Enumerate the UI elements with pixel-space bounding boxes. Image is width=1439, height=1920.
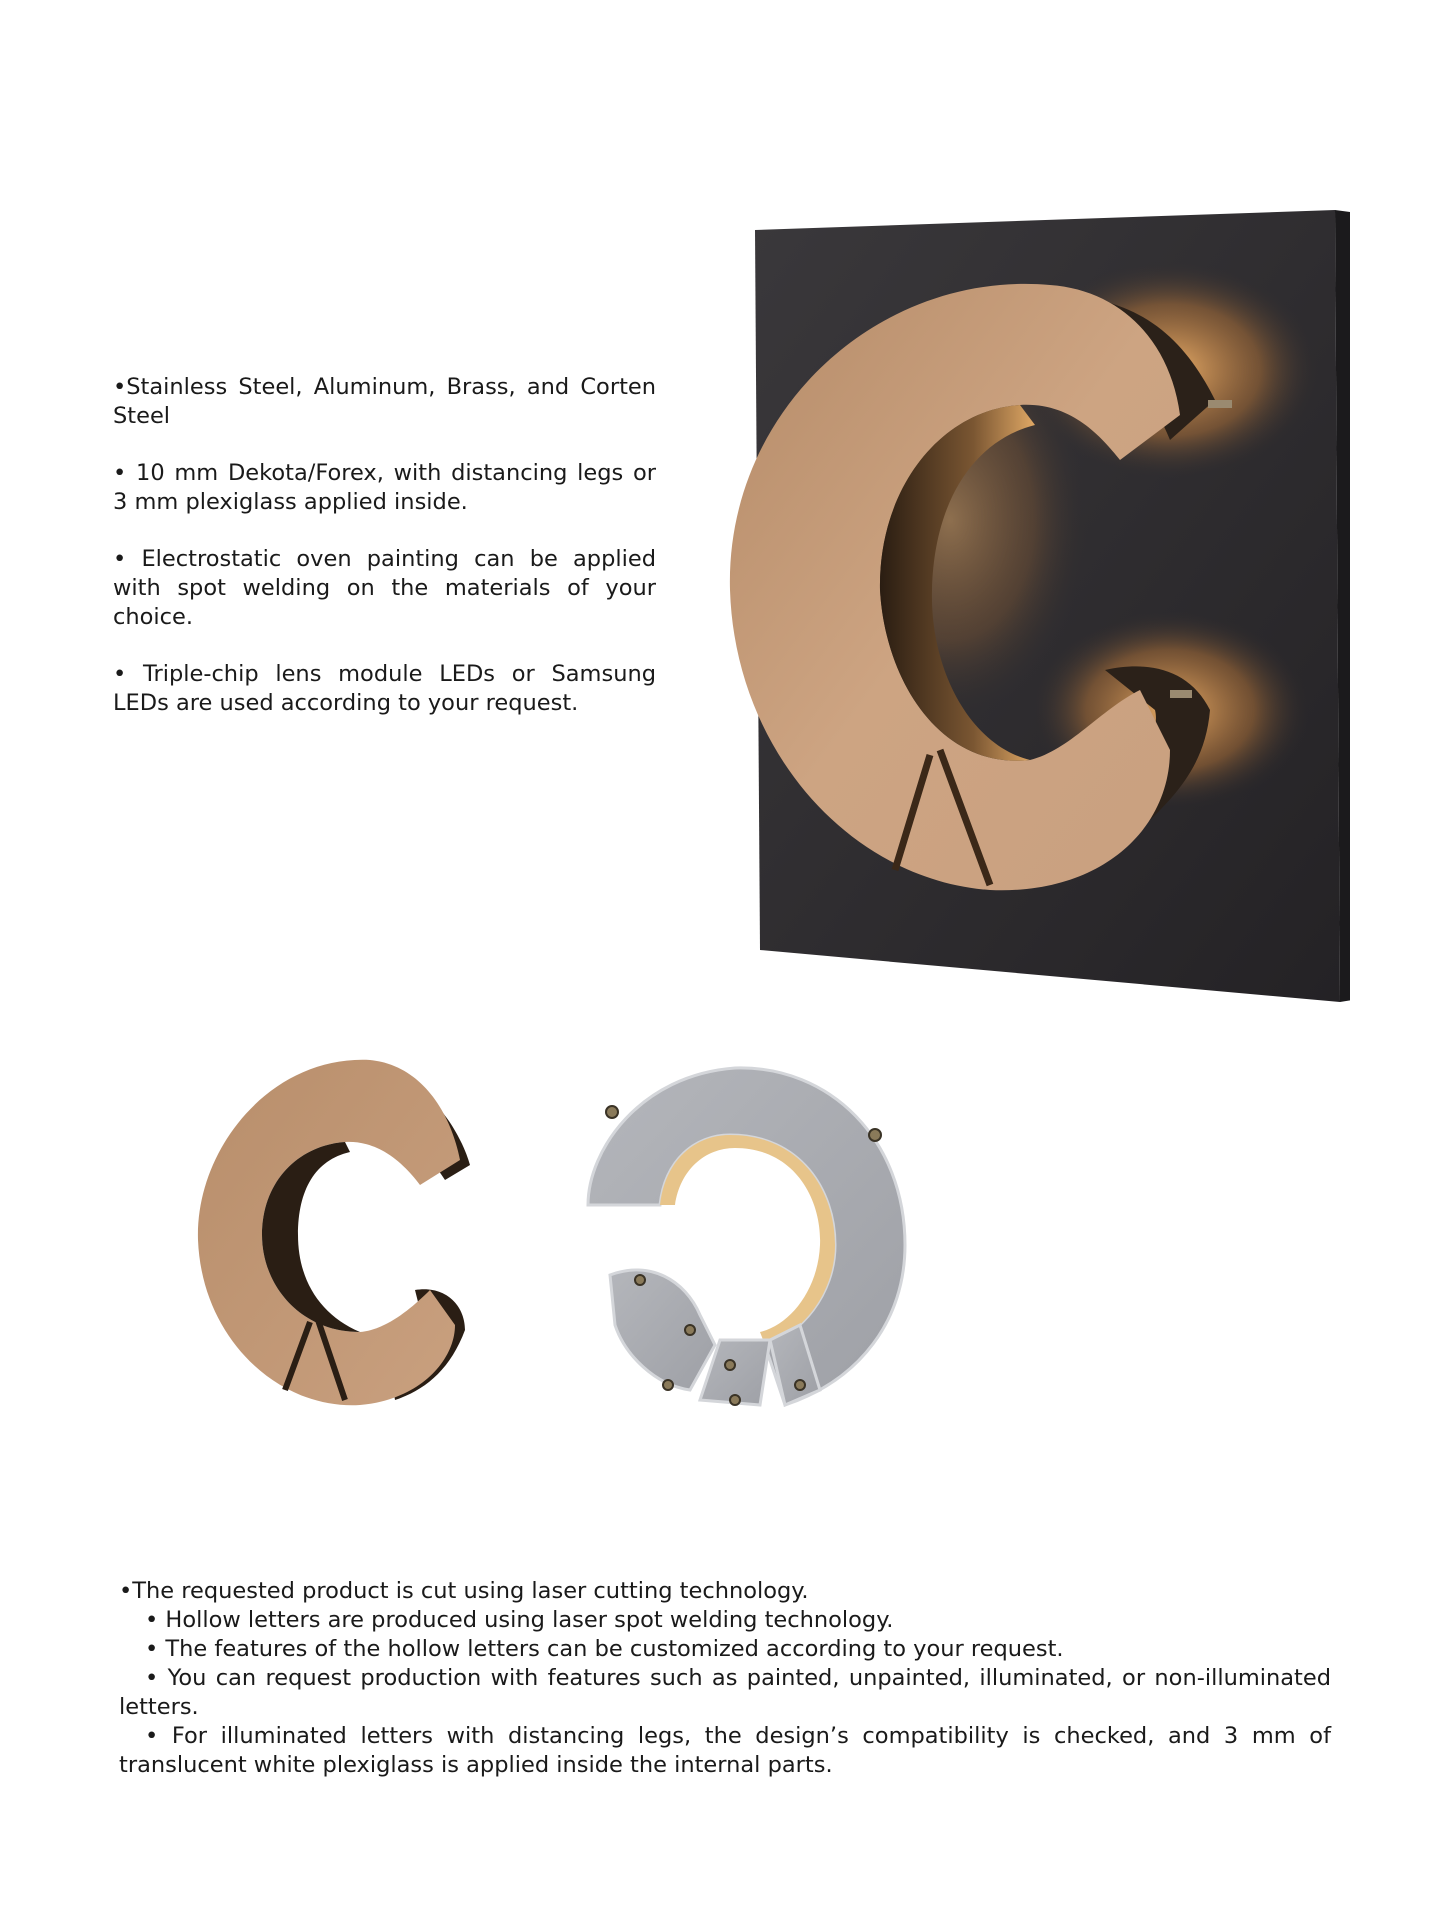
bullet-laser-cutting: •The requested product is cut using laser cutting technology. [119, 1578, 809, 1604]
bottom-feature-list [119, 1577, 1331, 1780]
bullet-spot-welding: • Hollow letters are produced using laser spot welding technology. [145, 1607, 894, 1633]
bullet-plexiglass: • For illuminated letters with distancing legs, the design’s compatibility is checked, and 3 mm of translucent white plexiglass is applied inside the internal parts. [119, 1723, 1331, 1778]
wall-mounted-letter-image [700, 190, 1350, 1020]
gold-hollow-letter-image [180, 1040, 520, 1420]
acrylic-letter-image [570, 1040, 910, 1420]
bullet-customization: • The features of the hollow letters can be customized according to your request. [145, 1636, 1064, 1662]
feature-painting: • Electrostatic oven painting can be applied with spot welding on the materials of your choice. [113, 546, 656, 630]
feature-leds: • Triple-chip lens module LEDs or Samsung LEDs are used according to your request. [113, 661, 656, 716]
feature-dekota: • 10 mm Dekota/Forex, with distancing legs or 3 mm plexiglass applied inside. [113, 460, 656, 515]
top-feature-list [113, 373, 656, 746]
bullet-production-options: • You can request production with features such as painted, unpainted, illuminated, or non-illuminated letters. [119, 1665, 1331, 1720]
feature-materials: •Stainless Steel, Aluminum, Brass, and Corten Steel [113, 374, 656, 429]
